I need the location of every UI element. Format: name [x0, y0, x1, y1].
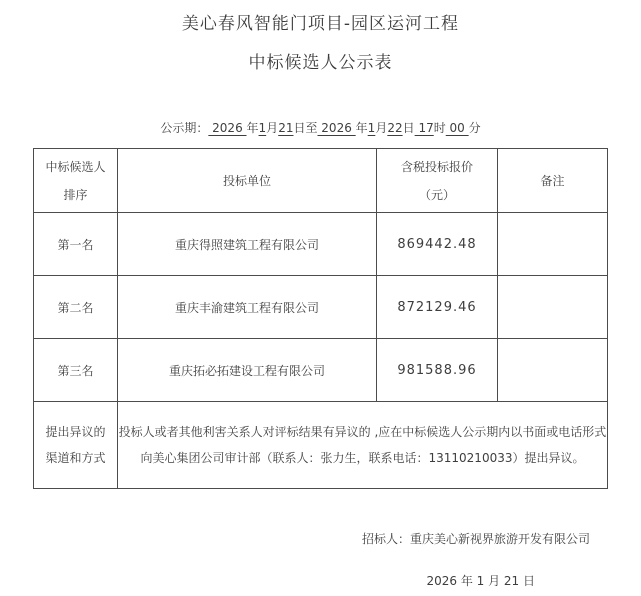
- price-header-line1: 含税投标报价: [400, 159, 473, 174]
- remark-cell: [498, 213, 608, 276]
- remark-cell: [498, 339, 608, 402]
- rank-cell: 第一名: [34, 213, 118, 276]
- project-title: 美心春风智能门项目-园区运河工程: [181, 14, 460, 34]
- unit-header-cell: 投标单位: [118, 149, 377, 213]
- unit-cell: 重庆拓必拓建设工程有限公司: [118, 339, 377, 402]
- remark-cell: [498, 276, 608, 339]
- rank-header-line1: 中标候选人: [45, 159, 106, 174]
- objection-text-cell: 投标人或者其他利害关系人对评标结果有异议的 ,应在中标候选人公示期内以书面或电话形式向美心集团公司审计部（联系人：张力生，联系电话：13110210033）提出异议。: [118, 402, 608, 489]
- rank-cell: 第二名: [34, 276, 118, 339]
- candidates-table: [33, 148, 608, 489]
- table-row: [34, 339, 608, 402]
- table-row: [34, 213, 608, 276]
- price-cell: 872129.46: [377, 276, 498, 339]
- rank-header-cell: [34, 149, 118, 213]
- objection-label-cell: [34, 402, 118, 489]
- objection-label-line2: 渠道和方式: [45, 451, 106, 465]
- price-cell: 869442.48: [377, 213, 498, 276]
- remark-header-cell: 备注: [498, 149, 608, 213]
- document-subtitle: 中标候选人公示表: [248, 53, 393, 73]
- table-row: [34, 276, 608, 339]
- objection-label-line1: 提出异议的: [45, 425, 106, 439]
- table-header-row: [34, 149, 608, 213]
- price-header-cell: [377, 149, 498, 213]
- price-cell: 981588.96: [377, 339, 498, 402]
- unit-cell: 重庆得照建筑工程有限公司: [118, 213, 377, 276]
- objection-row: [34, 402, 608, 489]
- rank-header-line2: 排序: [63, 187, 88, 202]
- rank-cell: 第三名: [34, 339, 118, 402]
- price-header-line2: （元）: [418, 187, 455, 202]
- announcement-date: 2026 年 1 月 21 日: [426, 574, 535, 588]
- tenderer-line: 招标人：重庆美心新视界旅游开发有限公司: [361, 532, 590, 546]
- unit-cell: 重庆丰渝建筑工程有限公司: [118, 276, 377, 339]
- publicity-period: 公示期： 2026 年1月21日至 2026 年1月22日 17时 00 分: [160, 121, 481, 135]
